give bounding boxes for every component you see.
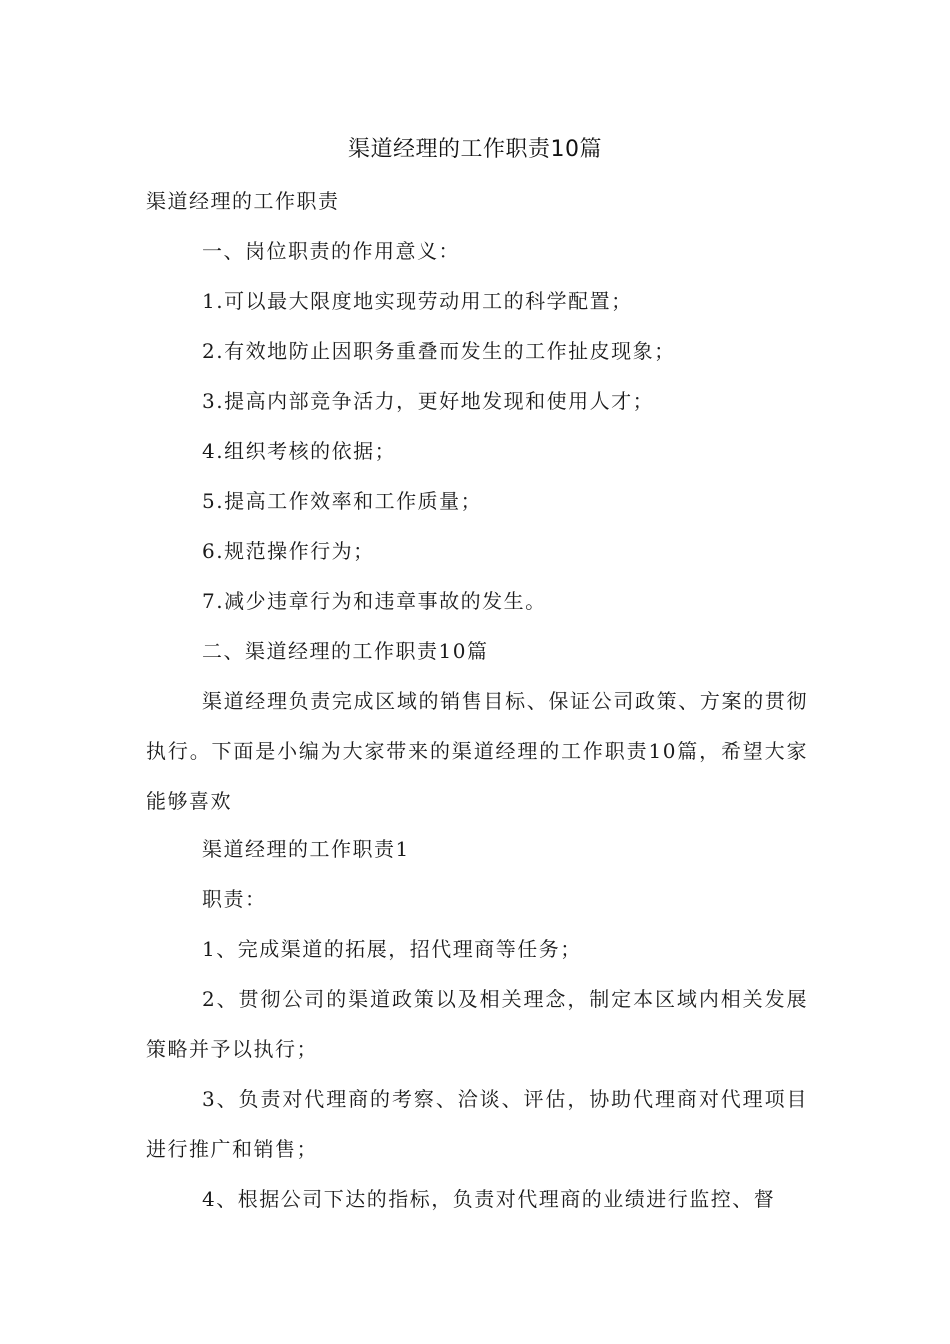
duty-item: 2、贯彻公司的渠道政策以及相关理念，制定本区域内相关发展策略并予以执行； (146, 987, 808, 1061)
duties-label: 职责： (202, 887, 267, 911)
list-item: 1.可以最大限度地实现劳动用工的科学配置； (202, 289, 633, 313)
duty-item: 3、负责对代理商的考察、洽谈、评估，协助代理商对代理项目进行推广和销售； (146, 1087, 808, 1161)
list-item: 3.提高内部竞争活力，更好地发现和使用人才； (202, 389, 655, 413)
document-title: 渠道经理的工作职责10篇 (348, 137, 602, 162)
part-one-title: 渠道经理的工作职责1 (202, 837, 410, 861)
list-item: 4.组织考核的依据； (202, 439, 397, 463)
list-item: 5.提高工作效率和工作质量； (202, 489, 483, 513)
list-item: 6.规范操作行为； (202, 539, 375, 563)
list-item: 2.有效地防止因职务重叠而发生的工作扯皮现象； (202, 339, 676, 363)
section-two-title: 二、渠道经理的工作职责10篇 (202, 639, 489, 663)
document-heading: 渠道经理的工作职责 (146, 189, 340, 213)
list-item: 7.减少违章行为和违章事故的发生。 (202, 589, 547, 613)
duty-item: 1、完成渠道的拓展，招代理商等任务； (202, 937, 582, 961)
section-one-title: 一、岗位职责的作用意义： (202, 239, 460, 263)
duty-item: 4、根据公司下达的指标，负责对代理商的业绩进行监控、督 (202, 1187, 776, 1211)
section-two-intro: 渠道经理负责完成区域的销售目标、保证公司政策、方案的贯彻执行。下面是小编为大家带来的渠道经理的工作职责10篇，希望大家能够喜欢 (146, 689, 808, 813)
